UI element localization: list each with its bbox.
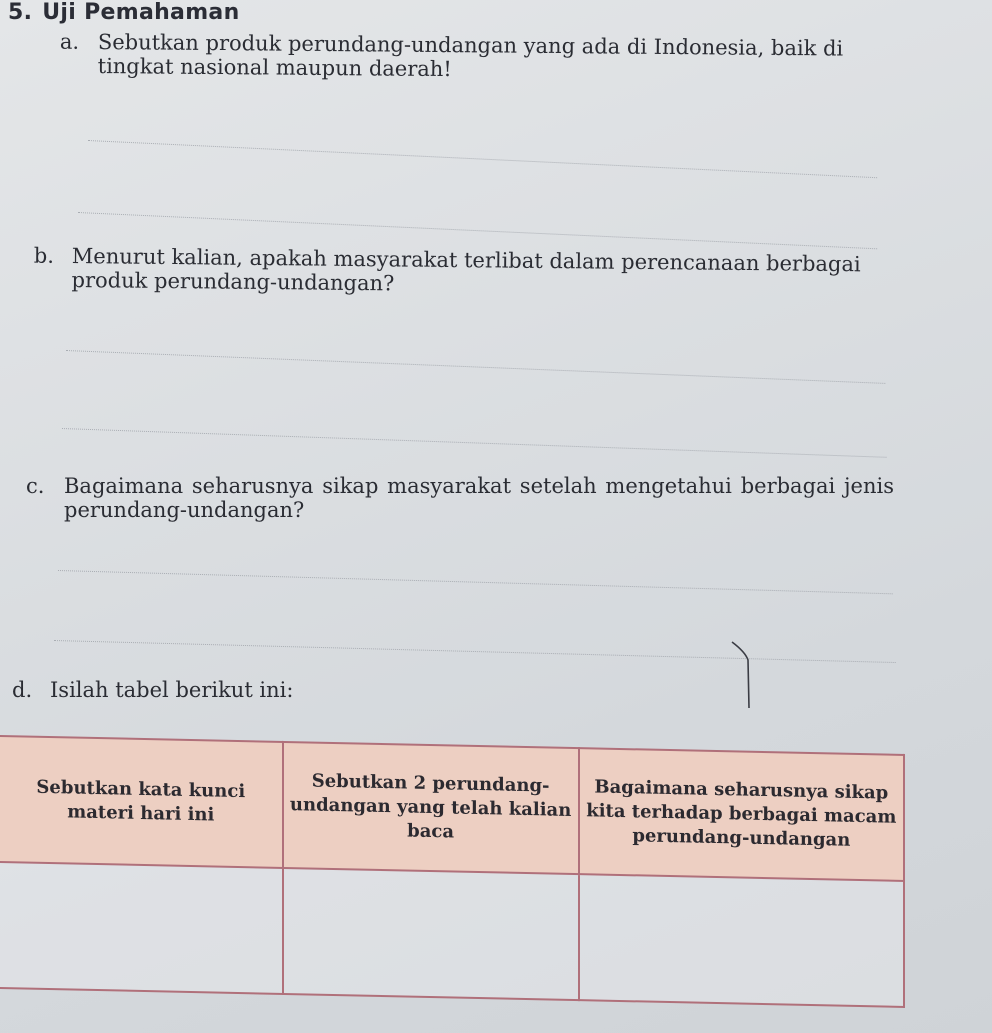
table-header-attitude: Bagaimana seharusnya sikap kita terhadap berbagai macam perundang-undangan (579, 748, 904, 881)
question-a (59, 29, 888, 85)
exercise-title: Uji Pemahaman (42, 0, 240, 25)
table-header-laws-read: Sebutkan 2 perundang-undangan yang telah kalian baca (283, 742, 579, 874)
answer-cell-attitude[interactable] (579, 874, 904, 1007)
table-header-keyword: Sebutkan kata kunci materi hari ini (0, 736, 283, 868)
table-row (0, 862, 904, 1007)
exercise-heading (8, 0, 240, 25)
question-text: Menurut kalian, apakah masyarakat terlibat dalam perencanaan berbagai produk perundang-undangan? (71, 244, 861, 296)
answer-line[interactable] (62, 428, 887, 458)
answer-line[interactable] (58, 570, 893, 594)
question-b (33, 243, 891, 301)
question-marker: c. (26, 474, 45, 498)
question-text: Bagaimana seharusnya sikap masyarakat setelah mengetahui berbagai jenis perundang-undangan? (64, 474, 894, 522)
answer-cell-laws-read[interactable] (283, 868, 579, 1000)
question-marker: d. (12, 678, 33, 702)
table-header-row (0, 736, 904, 881)
answer-line[interactable] (66, 350, 885, 384)
question-d (12, 678, 750, 702)
question-text: Sebutkan produk perundang-undangan yang ada di Indonesia, baik di tingkat nasional maupun daerah! (97, 30, 844, 82)
fill-in-table-wrapper (0, 735, 910, 1003)
question-marker: a. (59, 29, 80, 54)
exercise-number: 5. (8, 0, 33, 25)
answer-line[interactable] (78, 212, 877, 249)
question-marker: b. (33, 243, 55, 268)
answer-line[interactable] (54, 640, 896, 663)
answer-cell-keyword[interactable] (0, 862, 283, 994)
question-text: Isilah tabel berikut ini: (50, 678, 294, 702)
fill-in-table (0, 735, 905, 1008)
question-c (26, 474, 894, 522)
answer-line[interactable] (88, 140, 877, 178)
